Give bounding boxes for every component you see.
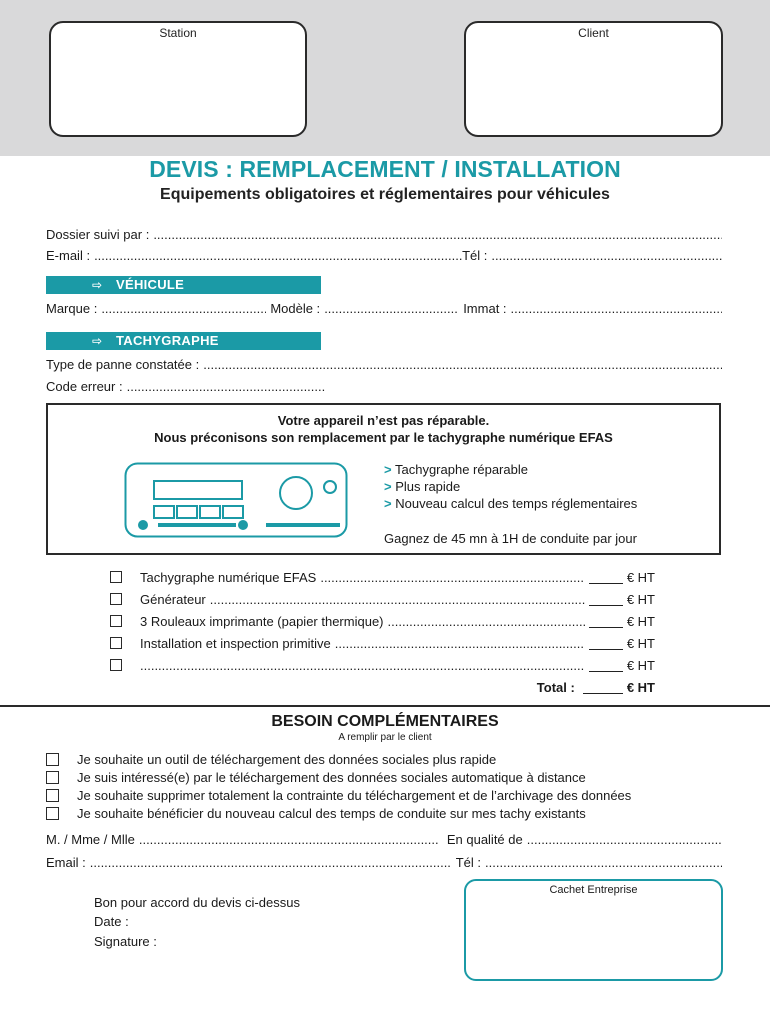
item-label: Tachygraphe numérique EFAS [140,569,317,585]
panne-line[interactable] [46,357,722,372]
cachet-label: Cachet Entreprise [549,884,638,896]
price-field[interactable] [589,571,623,584]
price-row [110,656,655,674]
price-field[interactable] [589,637,623,650]
benefit-marker: > [384,496,392,511]
code-line[interactable] [46,379,326,394]
tel-label: Tél : [462,248,488,263]
wish-option [46,770,586,785]
notice-line2: Nous préconisons son remplacement par le tachygraphe numérique EFAS [154,430,613,445]
item-dots [210,592,585,607]
dossier-label: Dossier suivi par : [46,227,150,242]
benefit-marker: > [384,462,392,477]
civilite-line[interactable] [46,832,722,847]
section-tachygraphe-label: TACHYGRAPHE [116,333,219,348]
panne-label: Type de panne constatée : [46,357,200,372]
dossier-field[interactable] [153,227,722,242]
total-row [110,678,655,696]
wish-option [46,752,496,767]
total-label: Total : [536,679,575,695]
email-field[interactable] [94,248,462,263]
notice-line1: Votre appareil n’est pas réparable. [277,413,490,428]
wish-checkbox[interactable] [46,771,59,784]
code-label: Code erreur : [46,379,123,394]
section-divider [0,705,770,707]
price-row [110,590,655,608]
price-field[interactable] [589,659,623,672]
qualite-label: En qualité de [446,832,523,847]
civilite-field[interactable] [139,832,439,847]
immat-field[interactable] [511,301,722,316]
benefit-label: Plus rapide [395,479,461,494]
item-unit: € HT [626,613,655,629]
wish-checkbox[interactable] [46,753,59,766]
marque-field[interactable] [101,301,266,316]
gain-text: Gagnez de 45 mn à 1H de conduite par jour [384,531,637,546]
email-label: E-mail : [46,248,91,263]
wish-checkbox[interactable] [46,789,59,802]
email-line[interactable] [46,248,722,263]
item-checkbox[interactable] [110,637,122,649]
item-checkbox[interactable] [110,659,122,671]
item-label: 3 Rouleaux imprimante (papier thermique) [140,613,384,629]
email2-label: Email : [46,855,86,870]
arrow-right-icon: ⇨ [92,278,103,292]
wish-label: Je suis intéressé(e) par le téléchargement des données sociales automatique à distance [77,770,586,785]
wish-checkbox[interactable] [46,807,59,820]
cachet-box[interactable] [464,879,723,981]
total-unit: € HT [626,679,655,695]
client-box[interactable] [464,21,723,137]
item-dots [335,636,585,651]
tel2-label: Tél : [455,855,482,870]
email2-field[interactable] [90,855,452,870]
station-label: Station [159,26,197,40]
email2-line[interactable] [46,855,722,870]
benefit-item [384,462,528,477]
benefit-marker: > [384,479,392,494]
client-label: Client [578,26,609,40]
accord-text: Bon pour accord du devis ci-dessus [94,895,300,910]
price-row [110,612,655,630]
wish-label: Je souhaite supprimer totalement la contrainte du téléchargement et de l’archivage des données [77,788,632,803]
arrow-right-icon: ⇨ [92,334,103,348]
signature-label[interactable]: Signature : [94,934,157,949]
station-box[interactable] [49,21,307,137]
code-field[interactable] [127,379,326,394]
benefit-label: Nouveau calcul des temps réglementaires [395,496,638,511]
date-label[interactable]: Date : [94,914,129,929]
benefit-item [384,496,637,511]
dossier-line[interactable] [46,227,722,242]
item-checkbox[interactable] [110,571,122,583]
marque-label: Marque : [46,301,98,316]
total-field[interactable] [583,681,623,694]
panne-field[interactable] [203,357,722,372]
notice-box [46,403,721,555]
besoin-title: BESOIN COMPLÉMENTAIRES [271,713,499,730]
page-title: DEVIS : REMPLACEMENT / INSTALLATION [149,156,621,182]
item-unit: € HT [626,635,655,651]
price-row [110,634,655,652]
immat-label: Immat : [463,301,507,316]
tel2-field[interactable] [485,855,722,870]
page-subtitle: Equipements obligatoires et réglementaires pour véhicules [160,186,610,203]
price-field[interactable] [589,615,623,628]
item-dots[interactable] [140,658,585,673]
wish-option [46,788,631,803]
section-vehicule [46,276,321,294]
modele-field[interactable] [324,301,459,316]
price-field[interactable] [589,593,623,606]
vehicule-line[interactable] [46,301,722,316]
modele-label: Modèle : [270,301,321,316]
item-checkbox[interactable] [110,615,122,627]
wish-label: Je souhaite bénéficier du nouveau calcul des temps de conduite sur mes tachy existants [77,806,586,821]
qualite-field[interactable] [527,832,722,847]
wish-option [46,806,586,821]
item-checkbox[interactable] [110,593,122,605]
item-dots [388,614,585,629]
section-vehicule-label: VÉHICULE [116,277,185,292]
item-dots [320,570,585,585]
tachygraph-device-icon [124,462,348,538]
benefit-item [384,479,460,494]
item-label: Générateur [140,591,206,607]
item-label: Installation et inspection primitive [140,635,331,651]
section-tachygraphe [46,332,321,350]
price-row [110,568,655,586]
item-unit: € HT [626,569,655,585]
item-unit: € HT [626,657,655,673]
besoin-subtitle: A remplir par le client [338,732,432,743]
benefit-label: Tachygraphe réparable [394,462,528,477]
tel-field[interactable] [491,248,722,263]
item-unit: € HT [626,591,655,607]
civilite-label: M. / Mme / Mlle [46,832,135,847]
wish-label: Je souhaite un outil de téléchargement des données sociales plus rapide [77,752,497,767]
